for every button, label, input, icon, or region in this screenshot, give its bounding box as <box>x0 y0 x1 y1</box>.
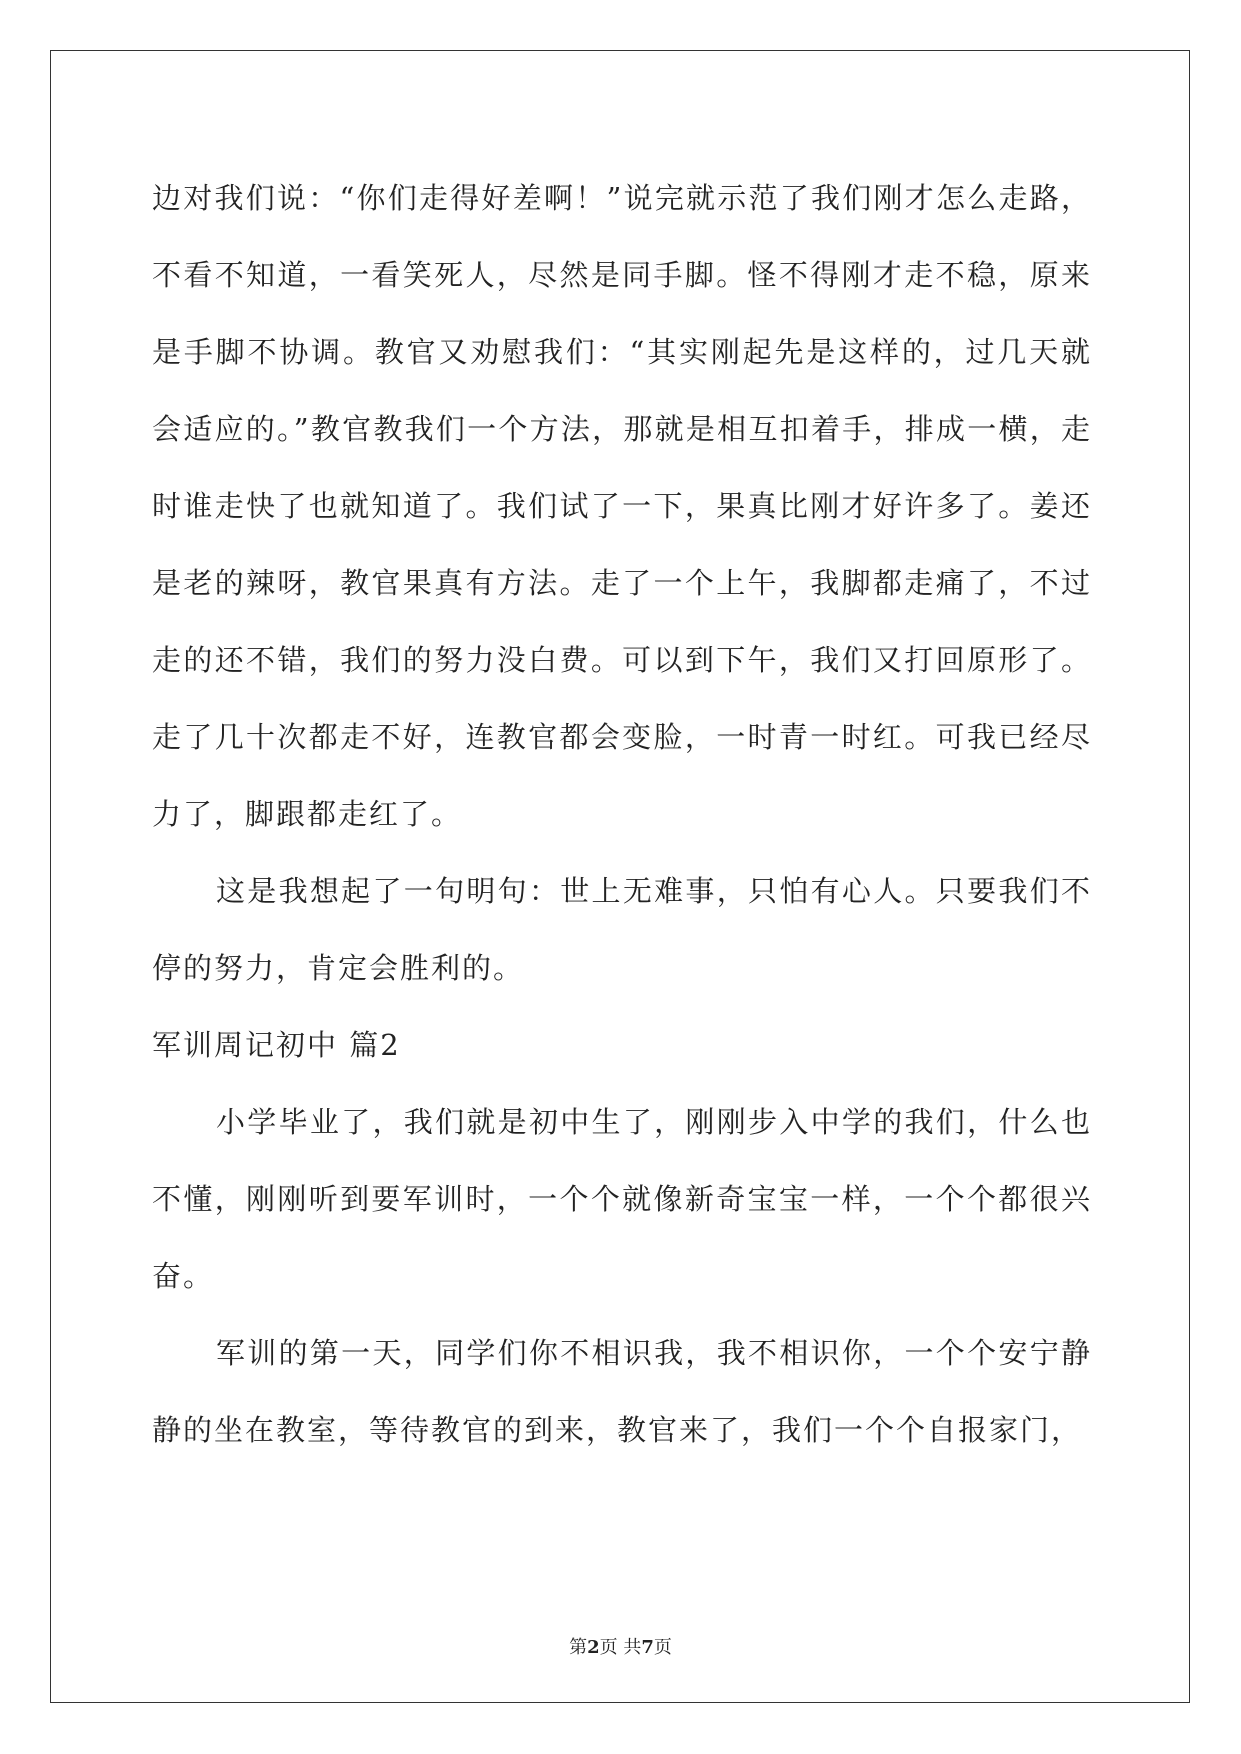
section-heading: 军训周记初中 篇2 <box>152 1028 401 1062</box>
footer-mid: 页 共 <box>599 1637 642 1658</box>
page-footer <box>0 1633 1241 1659</box>
footer-page-number: 2 <box>587 1637 600 1658</box>
paragraph-intro: 小学毕业了，我们就是初中生了，刚刚步入中学的我们，什么也不懂，刚刚听到要军训时，一个个就像新奇宝宝一样，一个个都很兴奋。 <box>152 1105 1092 1293</box>
document-body <box>152 160 1092 1469</box>
footer-prefix: 第 <box>569 1637 588 1658</box>
paragraph-conclusion: 这是我想起了一句明句：世上无难事，只怕有心人。只要我们不停的努力，肯定会胜利的。 <box>152 874 1092 985</box>
paragraph-continuation: 边对我们说：“你们走得好差啊！”说完就示范了我们刚才怎么走路，不看不知道，一看笑死人，尽然是同手脚。怪不得刚才走不稳，原来是手脚不协调。教官又劝慰我们：“其实刚起先是这样的，过几天就会适应的。”教官教我们一个方法，那就是相互扣着手，排成一横，走时谁走快了也就知道了。我们试了一下，果真比刚才好许多了。姜还是老的辣呀，教官果真有方法。走了一个上午，我脚都走痛了，不过走的还不错，我们的努力没白费。可以到下午，我们又打回原形了。走了几十次都走不好，连教官都会变脸，一时青一时红。可我已经尽力了，脚跟都走红了。 <box>152 181 1092 831</box>
footer-total-pages: 7 <box>641 1637 654 1658</box>
footer-suffix: 页 <box>653 1637 672 1658</box>
paragraph-first-day: 军训的第一天，同学们你不相识我，我不相识你，一个个安宁静静的坐在教室，等待教官的到来，教官来了，我们一个个自报家门， <box>152 1336 1092 1447</box>
